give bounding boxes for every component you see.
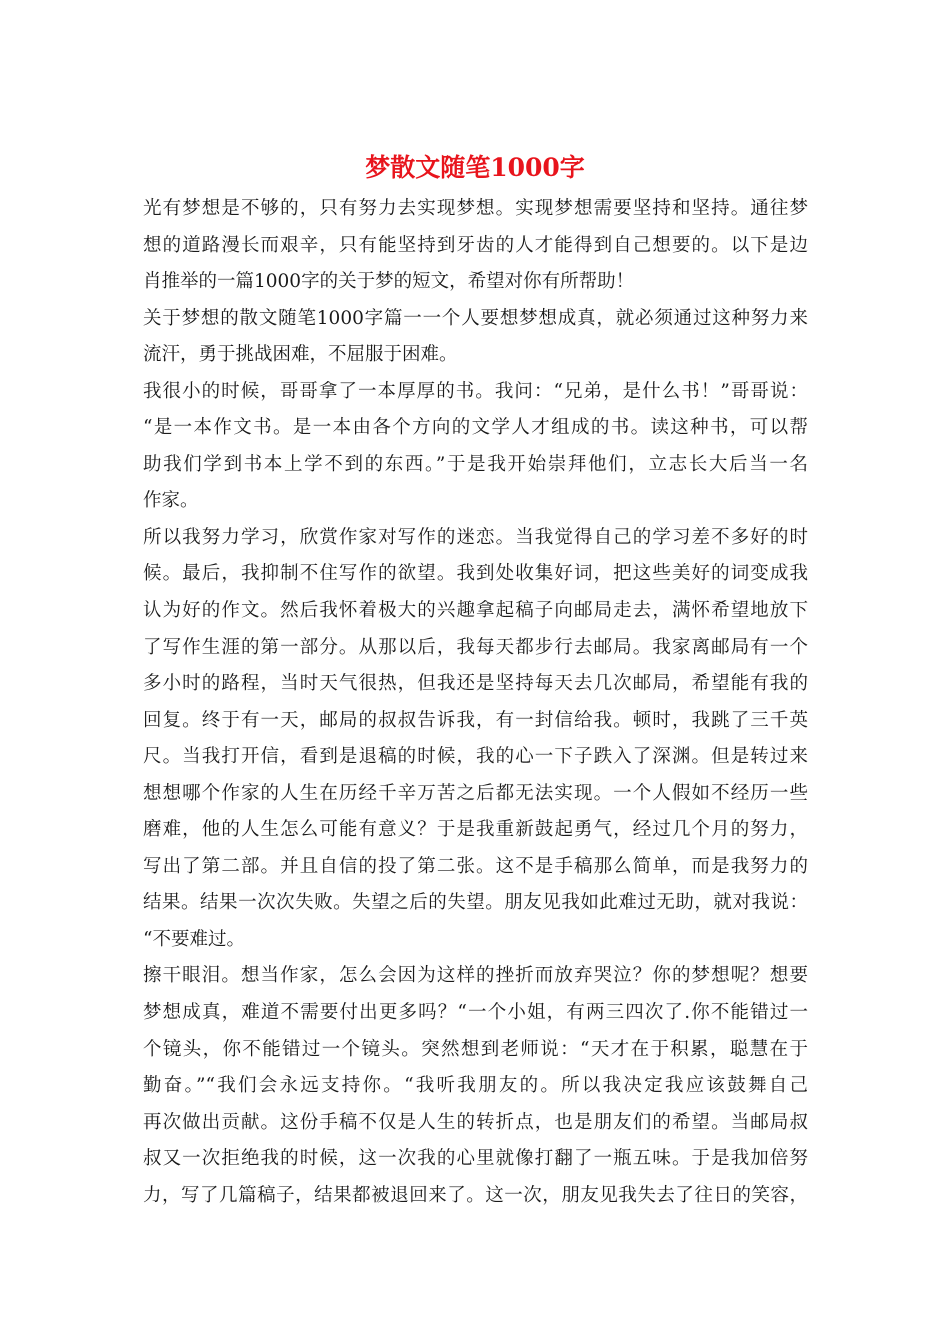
text-line: 肖推举的一篇1000字的关于梦的短文，希望对你有所帮助！ [143,271,635,293]
text-line: “是一本作文书。是一本由各个方向的文学人才组成的书。读这种书，可以帮 [143,417,808,439]
text-line: 了写作生涯的第一部分。从那以后，我每天都步行去邮局。我家离邮局有一个 [143,636,808,658]
text-line: 我很小的时候，哥哥拿了一本厚厚的书。我问：“兄弟，是什么书！”哥哥说： [143,380,808,402]
text-line: 流汗，勇于挑战困难，不屈服于困难。 [143,344,458,366]
text-line: “不要难过。 [143,928,245,950]
text-line: 认为好的作文。然后我怀着极大的兴趣拿起稿子向邮局走去，满怀希望地放下 [143,600,808,622]
text-line: 候。最后，我抑制不住写作的欲望。我到处收集好词，把这些美好的词变成我 [143,563,808,585]
text-line: 梦想成真，难道不需要付出更多吗？“一个小姐，有两三四次了.你不能错过一 [143,1002,808,1024]
text-line: 叔又一次拒绝我的时候，这一次我的心里就像打翻了一瓶五味。于是我加倍努 [143,1148,808,1170]
text-line: 关于梦想的散文随笔1000字篇一一个人要想梦想成真，就必须通过这种努力来 [143,307,808,329]
text-line: 再次做出贡献。这份手稿不仅是人生的转折点，也是朋友们的希望。当邮局叔 [143,1111,808,1133]
text-line: 磨难，他的人生怎么可能有意义？于是我重新鼓起勇气，经过几个月的努力， [143,819,808,841]
text-line: 力，写了几篇稿子，结果都被退回来了。这一次，朋友见我失去了往日的笑容， [143,1184,808,1206]
text-line: 结果。结果一次次失败。失望之后的失望。朋友见我如此难过无助，就对我说： [143,892,808,914]
text-line: 个镜头，你不能错过一个镜头。突然想到老师说：“天才在于积累，聪慧在于 [143,1038,808,1060]
text-line: 多小时的路程，当时天气很热，但我还是坚持每天去几次邮局，希望能有我的 [143,673,808,695]
text-line: 想想哪个作家的人生在历经千辛万苦之后都无法实现。一个人假如不经历一些 [143,782,808,804]
document-body [143,191,808,1214]
text-line: 擦干眼泪。想当作家，怎么会因为这样的挫折而放弃哭泣？你的梦想呢？想要 [143,965,808,987]
text-line: 作家。 [143,490,199,512]
text-line: 写出了第二部。并且自信的投了第二张。这不是手稿那么简单，而是我努力的 [143,855,808,877]
text-line: 尺。当我打开信，看到是退稿的时候，我的心一下子跌入了深渊。但是转过来 [143,746,808,768]
text-line: 想的道路漫长而艰辛，只有能坚持到牙齿的人才能得到自己想要的。以下是边 [143,234,808,256]
document-title: 梦散文随笔1000字 [365,153,585,182]
text-line: 所以我努力学习，欣赏作家对写作的迷恋。当我觉得自己的学习差不多好的时 [143,526,808,548]
text-line: 回复。终于有一天，邮局的叔叔告诉我，有一封信给我。顿时，我跳了三千英 [143,709,808,731]
text-line: 光有梦想是不够的，只有努力去实现梦想。实现梦想需要坚持和坚持。通往梦 [143,198,808,219]
text-line: 助我们学到书本上学不到的东西。”于是我开始崇拜他们，立志长大后当一名 [143,453,808,475]
text-line: 勤奋。”“我们会永远支持你。“我听我朋友的。所以我决定我应该鼓舞自己 [143,1075,808,1097]
